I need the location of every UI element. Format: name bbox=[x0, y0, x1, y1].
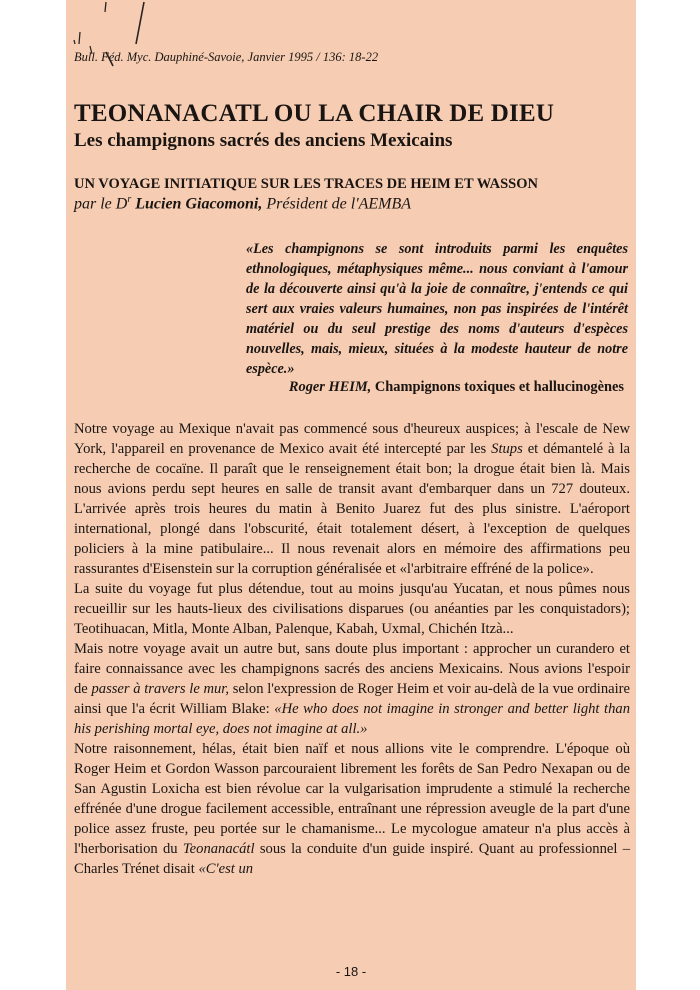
epigraph-work: Champignons toxiques et hallucinogènes bbox=[374, 379, 624, 395]
paragraph-italic-text: «C'est un bbox=[198, 861, 254, 877]
journal-citation: Bull. Féd. Myc. Dauphiné-Savoie, Janvier 1995 / 136: 18-22 bbox=[74, 50, 379, 64]
article-kicker: UN VOYAGE INITIATIQUE SUR LES TRACES DE HEIM ET WASSON bbox=[74, 176, 538, 192]
body-paragraph bbox=[74, 739, 630, 879]
epigraph-author: Roger HEIM, bbox=[288, 379, 372, 395]
paragraph-text: Notre raisonnement, hélas, était bien naïf et nous allions vite le comprendre. L'époque où Roger Heim et Gordon Wasson parcouraient librement les forêts de San Pedro Nexapan ou de San Agustin Loxicha est bien révolue car la vulgarisation imprudente a stimulé la recherche effrénée d'une drogue facilement accessible, entraînant une répression aveugle de la part d'une police assez fruste, peu portée sur le chamanisme... Le mycologue amateur n'a plus accès à l'herborisation du bbox=[74, 741, 630, 857]
paragraph-italic-text: Teonanacátl bbox=[182, 841, 255, 857]
document-page bbox=[66, 0, 636, 990]
body-paragraph bbox=[74, 639, 630, 739]
paragraph-italic-text: «He who does not imagine in stronger and better light than his perishing mortal eye, does not imagine at all.» bbox=[74, 701, 630, 737]
paragraph-text: Notre voyage au Mexique n'avait pas commencé sous d'heureux auspices; à l'escale de New York, l'appareil en provenance de Mexico avait été intercepté par les bbox=[74, 421, 630, 457]
paragraph-italic-text: Stups bbox=[491, 441, 523, 457]
paragraph-italic-text: passer à travers le mur, bbox=[91, 681, 230, 697]
epigraph-attribution bbox=[289, 379, 624, 396]
paragraph-text: et démantelé à la recherche de cocaïne. Il paraît que le renseignement était bon; la drogue était bien là. Mais nous avions perdu sept heures en salle de transit avant d'embarquer dans un 727 douteux. L'arrivée après trois heures du matin à Benito Juarez fut des plus sinistre. L'aéroport international, plongé dans l'obscurité, était totalement désert, à l'exception de quelques policiers à la mine patibulaire... Il nous revenait alors en mémoire des affirmations peu rassurantes d'Eisenstein sur la corruption généralisée et «l'arbitraire effréné de la police». bbox=[74, 441, 630, 577]
paragraph-text: Mais notre voyage avait un autre but, sans doute plus important : approcher un curandero et faire connaissance avec les champignons sacrés des anciens Mexicains. Nous avions l'espoir de bbox=[74, 641, 630, 697]
page-number: - 18 - bbox=[335, 964, 367, 979]
epigraph-quote: «Les champignons se sont introduits parmi les enquêtes ethnologiques, métaphysiques même... nous conviant à l'amour de la découverte ainsi qu'à la joie de connaître, j'entends ce qui sert aux vraies valeurs humaines, non pas inspirées de l'intérêt matériel ou du seul prestige des noms d'auteurs d'espèces nouvelles, mais, mieux, situées à la modeste hauteur de notre espèce.» bbox=[246, 241, 628, 377]
author-name: Lucien Giacomoni, bbox=[135, 195, 263, 213]
paragraph-text: selon l'expression de Roger Heim et voir au-delà de la vue ordinaire ainsi que l'a écrit William Blake: bbox=[74, 681, 630, 717]
byline bbox=[74, 194, 411, 213]
author-role: Président de l'AEMBA bbox=[266, 195, 412, 213]
paragraph-text: sous la conduite d'un guide inspiré. Quant au professionnel – Charles Trénet disait bbox=[74, 841, 631, 877]
body-paragraph bbox=[74, 579, 630, 639]
body-paragraph bbox=[74, 419, 630, 579]
byline-prefix: par le D bbox=[74, 195, 128, 213]
article-subtitle: Les champignons sacrés des anciens Mexicains bbox=[74, 130, 453, 151]
byline-prefix-sup: r bbox=[127, 194, 132, 205]
paragraph-text: La suite du voyage fut plus détendue, tout au moins jusqu'au Yucatan, et nous pûmes nous recueillir sur les hauts-lieux des civilisations disparues (ou anéanties par les conquistadors); Teotihuacan, Mitla, Monte Alban, Palenque, Kabah, Uxmal, Chichén Itzà... bbox=[74, 581, 630, 637]
article-body bbox=[74, 419, 630, 879]
article-title: TEONANACATL OU LA CHAIR DE DIEU bbox=[74, 100, 555, 127]
